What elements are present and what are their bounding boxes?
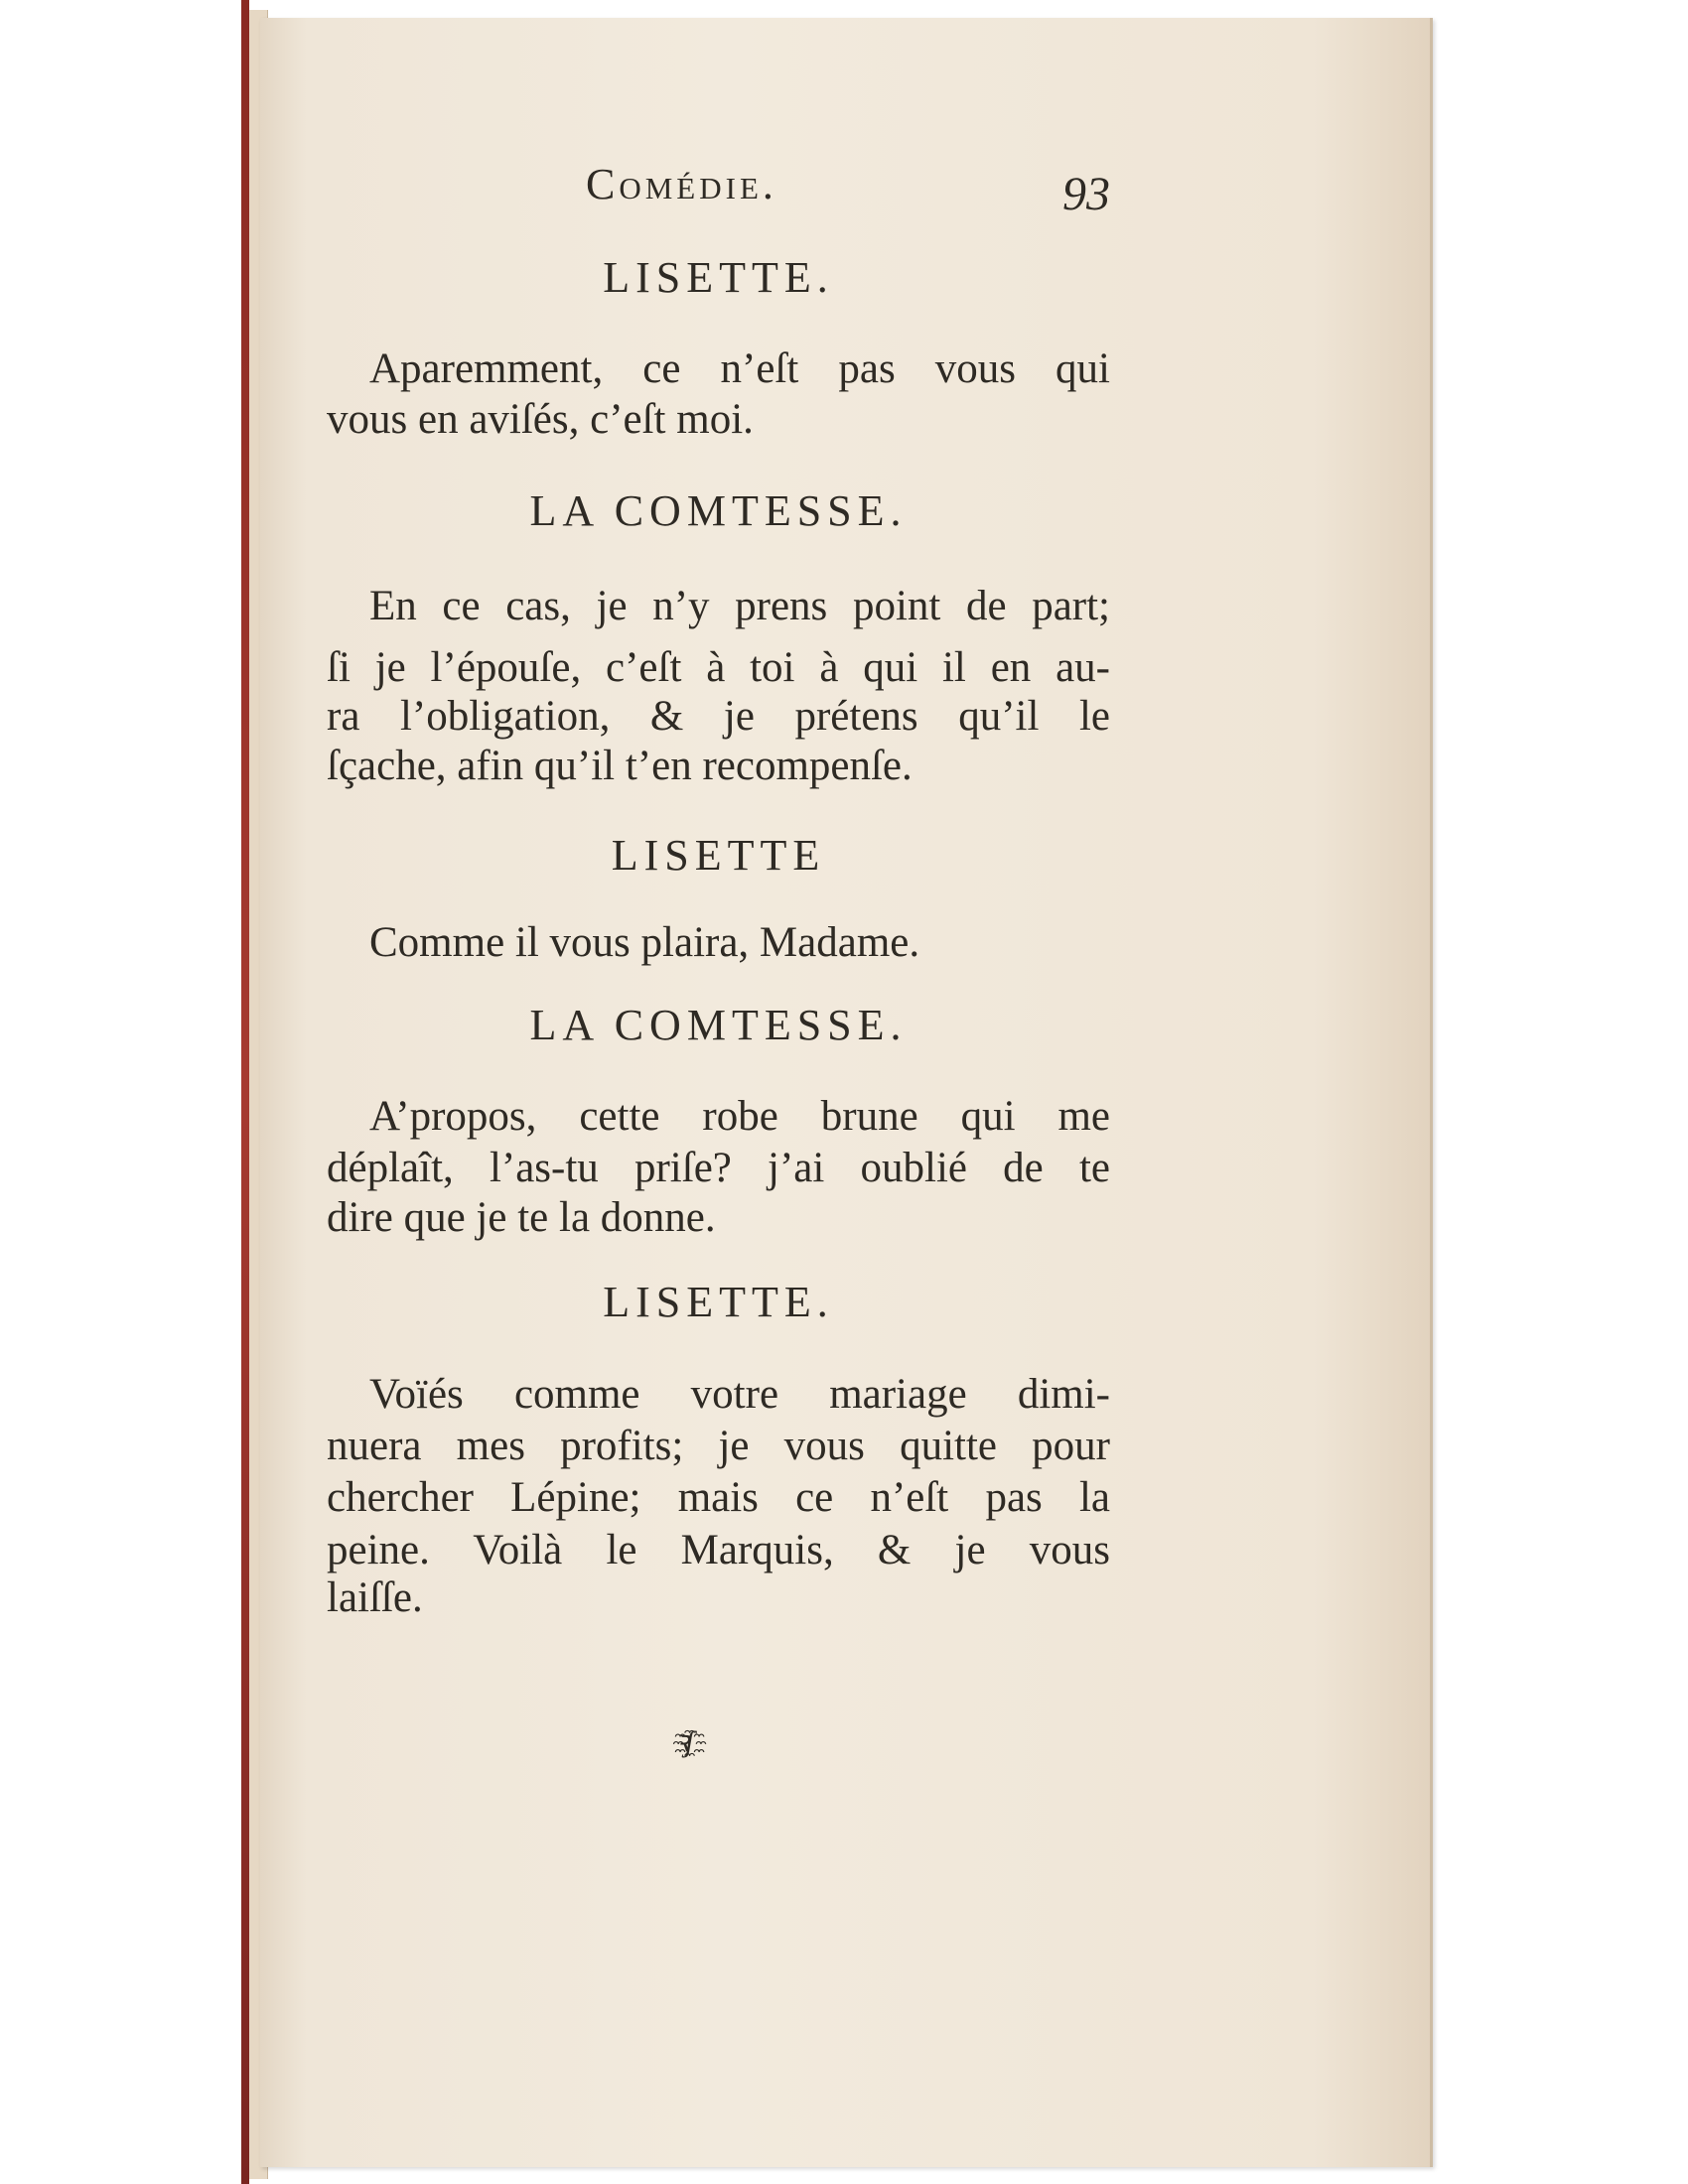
text-line: Aparemment, ce n’eſt pas vous qui	[369, 345, 1110, 392]
text-line: déplaît, l’as-tu priſe? j’ai oublié de te	[327, 1145, 1110, 1191]
text-line: chercher Lépine; mais ce n’eſt pas la	[327, 1474, 1110, 1521]
speaker-heading: LA COMTESSE.	[529, 1001, 908, 1049]
text-line: A’propos, cette robe brune qui me	[369, 1093, 1110, 1140]
text-line: ra l’obligation, & je prétens qu’il le	[327, 693, 1110, 740]
speaker-heading: LISETTE	[611, 831, 826, 880]
page-number: 93	[1062, 168, 1110, 220]
speaker-heading: LA COMTESSE.	[529, 486, 908, 535]
text-line: Comme il vous plaira, Madame.	[369, 919, 920, 966]
speaker-heading: LISETTE.	[603, 253, 834, 302]
printer-ornament: ꝛ҈ʃ҈	[675, 1725, 690, 1758]
text-line: nuera mes profits; je vous quitte pour	[327, 1423, 1110, 1469]
text-line: ſçache, afin qu’il t’en recompenſe.	[327, 743, 913, 789]
text-line: laiſſe.	[327, 1574, 423, 1621]
text-line: En ce cas, je n’y prens point de part;	[369, 583, 1110, 629]
text-line: peine. Voilà le Marquis, & je vous	[327, 1527, 1110, 1573]
book-spine-edge	[241, 0, 249, 2184]
running-title: Comédie.	[586, 160, 777, 208]
text-line: Voïés comme votre mariage dimi-	[369, 1371, 1110, 1418]
speaker-heading: LISETTE.	[603, 1278, 834, 1326]
text-line: vous en aviſés, c’eſt moi.	[327, 396, 754, 443]
text-line: ſi je l’épouſe, c’eſt à toi à qui il en au-	[327, 644, 1110, 691]
text-line: dire que je te la donne.	[327, 1194, 716, 1241]
